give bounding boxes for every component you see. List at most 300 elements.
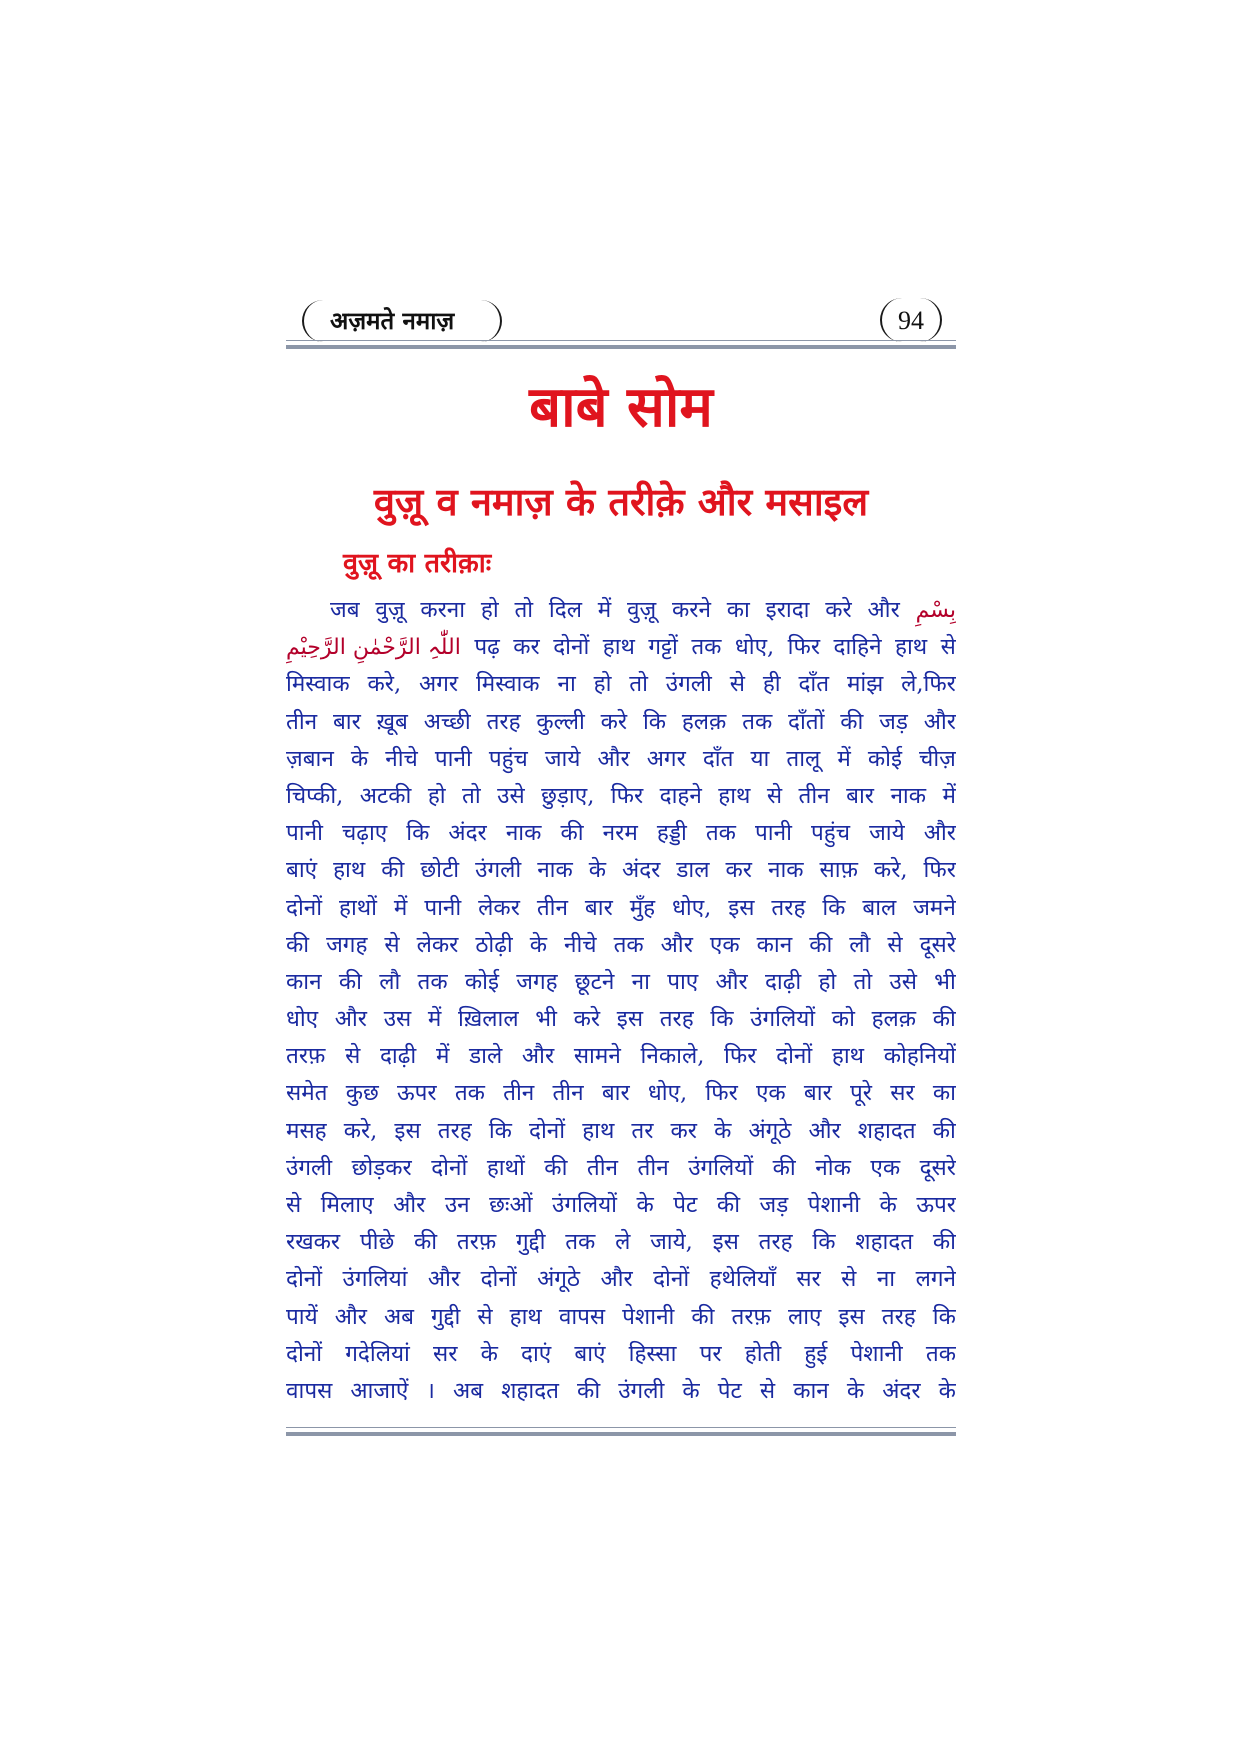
text-word: कि — [710, 1006, 734, 1033]
text-word: एक — [870, 1154, 901, 1181]
text-word: पर — [699, 1340, 722, 1367]
text-word: हाथों — [486, 1154, 525, 1181]
text-word: की — [577, 1377, 601, 1404]
text-word: तीन — [637, 1154, 669, 1181]
text-word: मिलाए — [320, 1192, 374, 1218]
text-word: कि — [488, 1117, 512, 1144]
text-word: धोए, — [734, 634, 775, 661]
text-word: गुद्दी — [516, 1229, 546, 1256]
bismillah-text: اللّٰہِ الرَّحْمٰنِ الرَّحِیْمِ — [286, 635, 461, 661]
text-word: और — [660, 931, 693, 958]
text-word: ऊपर — [916, 1192, 956, 1218]
text-line — [286, 1187, 956, 1224]
text-word: तीन — [503, 1080, 535, 1107]
text-word: ही — [762, 671, 781, 698]
text-line — [286, 1075, 956, 1112]
text-word: हो — [480, 597, 499, 623]
text-word: में — [837, 745, 851, 772]
text-word: जगह — [516, 968, 558, 995]
footer-divider-thick — [286, 1432, 956, 1436]
text-word: से — [759, 1377, 776, 1404]
text-word: अंगूठे — [537, 1266, 581, 1293]
text-word: पहुंच — [811, 820, 851, 847]
text-word: उंगलियों — [750, 1006, 816, 1033]
text-word: करे, — [367, 671, 402, 698]
text-word: हो — [427, 782, 446, 809]
text-word: बाएं — [574, 1340, 606, 1367]
text-word: नरम — [602, 820, 638, 847]
text-word: से — [729, 671, 745, 698]
text-word: दोनों — [286, 894, 323, 921]
text-word: से — [940, 634, 956, 661]
text-word: समेत — [286, 1080, 328, 1107]
text-word: उस — [383, 1006, 412, 1033]
text-word: अंगूठे — [748, 1117, 792, 1144]
text-word: लाए — [787, 1303, 822, 1330]
text-word: दूसरे — [919, 931, 956, 958]
text-word: से — [384, 931, 400, 958]
text-word: और — [867, 597, 900, 623]
text-word: मिस्वाक — [286, 671, 350, 698]
text-word: कोई — [867, 745, 902, 772]
text-word: छोड़कर — [351, 1154, 412, 1181]
text-word: दोनों — [653, 1266, 690, 1293]
text-word: नाक — [505, 820, 542, 847]
text-line — [286, 1113, 956, 1150]
text-word: और — [923, 820, 956, 847]
text-word: फिर — [923, 857, 956, 884]
text-line — [286, 592, 956, 629]
text-word: हथेलियाँ — [709, 1266, 776, 1293]
footer-divider-thin — [286, 1427, 956, 1428]
text-word: उसे — [497, 782, 525, 809]
text-word: तरह — [659, 1006, 694, 1033]
text-word: नाक — [767, 857, 804, 884]
text-word: पाए — [667, 968, 699, 995]
text-word: और — [808, 1117, 841, 1144]
text-word: करे — [573, 1006, 601, 1033]
text-word: हाथों — [339, 894, 377, 921]
text-word: हलक़ — [681, 708, 727, 735]
text-word: पानी — [434, 745, 472, 772]
text-word: की — [691, 1303, 715, 1330]
text-word: हो — [593, 671, 612, 698]
text-word: लेकर — [478, 894, 520, 921]
text-word: जब — [330, 597, 360, 623]
text-word: नाक — [890, 782, 927, 809]
text-word: अगर — [419, 671, 459, 698]
text-word: के — [588, 857, 607, 884]
header-divider-thin — [286, 340, 956, 341]
text-word: रखकर — [286, 1229, 341, 1256]
text-word: तरफ़ — [286, 1043, 326, 1070]
text-word: तक — [705, 820, 736, 847]
text-word: तक — [691, 634, 722, 661]
text-line — [286, 1038, 956, 1075]
text-word: उंगली — [286, 1154, 333, 1181]
text-line — [286, 1224, 956, 1261]
text-word: को — [831, 1006, 855, 1033]
text-word: अब — [453, 1377, 484, 1404]
text-word: वापस — [286, 1377, 333, 1404]
text-word: कि — [812, 1229, 836, 1256]
text-word: मांझ — [846, 671, 884, 698]
text-word: करना — [420, 597, 466, 623]
text-word: धोए, — [647, 1080, 688, 1107]
text-word: उन — [444, 1192, 470, 1218]
text-word: लेकर — [416, 931, 459, 958]
text-word: इस — [712, 1229, 739, 1256]
text-word: छःओं — [489, 1192, 533, 1218]
text-word: तीन — [536, 894, 568, 921]
text-word: पेशानी — [807, 1192, 861, 1218]
text-word: छूटने — [574, 968, 615, 995]
text-word: साफ़ — [819, 857, 858, 884]
text-word: की — [809, 931, 833, 958]
text-word: हुई — [804, 1340, 828, 1367]
text-word: में — [597, 597, 612, 623]
text-word: दोनों — [431, 1154, 468, 1181]
text-word: ले — [615, 1229, 631, 1256]
text-word: करने — [671, 597, 711, 623]
text-word: दाएं — [521, 1340, 552, 1367]
text-word: सर — [432, 1340, 458, 1367]
text-word: ले,फिर — [901, 671, 956, 698]
text-word: नीचे — [563, 931, 597, 958]
text-word: ख़िलाल — [458, 1006, 519, 1033]
text-word: और — [521, 1043, 555, 1070]
text-word: जाये — [869, 820, 905, 847]
text-word: कोई — [464, 968, 500, 995]
text-line — [286, 666, 956, 703]
text-word: कोहनियों — [883, 1043, 956, 1070]
text-word: होती — [744, 1340, 782, 1367]
text-word: उंगली — [475, 857, 522, 884]
text-word: हाथ — [582, 1117, 615, 1144]
text-word: पेट — [673, 1192, 698, 1218]
text-word: करे, — [873, 857, 908, 884]
text-word: डाल — [676, 857, 710, 884]
text-word: ज़बान — [286, 745, 334, 772]
text-word: दोनों — [553, 634, 590, 661]
text-word: ऊपर — [396, 1080, 437, 1107]
text-word: फिर — [705, 1080, 738, 1107]
text-word: पानी — [755, 820, 792, 847]
text-word: से — [286, 1192, 302, 1218]
text-word: अच्छी — [423, 708, 471, 735]
text-word: दाढ़ी — [379, 1043, 417, 1070]
text-word: पायें — [286, 1303, 318, 1330]
text-word: दाँत — [798, 671, 830, 698]
text-word: के — [714, 1117, 732, 1144]
text-word: की — [414, 1229, 438, 1256]
text-word: इस — [728, 894, 755, 921]
text-word: का — [932, 1080, 956, 1107]
text-word: तक — [417, 968, 448, 995]
text-word: फिर — [724, 1043, 757, 1070]
text-word: का — [726, 597, 750, 623]
text-word: अगर — [646, 745, 686, 772]
text-word: लौ — [849, 931, 871, 958]
text-word: । — [426, 1377, 435, 1404]
text-word: कान — [286, 968, 322, 995]
text-word: एक — [709, 931, 740, 958]
text-word: दोनों — [776, 1043, 813, 1070]
text-word: इस — [394, 1117, 421, 1144]
text-word: बार — [803, 1080, 832, 1107]
text-word: तीन — [586, 1154, 619, 1181]
text-word: पानी — [286, 820, 323, 847]
text-word: ख़ूब — [376, 708, 408, 735]
text-word: के — [879, 1192, 897, 1218]
text-word: की — [932, 1006, 956, 1033]
text-word: इरादा — [765, 597, 810, 623]
text-word: निकाले, — [640, 1043, 705, 1070]
text-word: गट्टों — [648, 634, 678, 661]
text-word: इस — [838, 1303, 865, 1330]
text-word: हड्डी — [656, 820, 687, 847]
text-word: और — [715, 968, 748, 995]
text-word: इस — [616, 1006, 644, 1033]
text-word: करे, — [343, 1117, 378, 1144]
text-word: पूरे — [850, 1080, 872, 1107]
text-line — [286, 927, 956, 964]
text-word: करे — [825, 597, 852, 623]
text-word: पेशानी — [622, 1303, 675, 1330]
text-word: धोए — [286, 1006, 319, 1033]
text-word: की — [840, 708, 864, 735]
text-line — [286, 890, 956, 927]
text-line — [286, 704, 956, 741]
text-word: ना — [557, 671, 576, 698]
text-word: एक — [755, 1080, 786, 1107]
text-word: बार — [332, 708, 361, 735]
text-word: मिस्वाक — [475, 671, 540, 698]
text-word: गदेलियां — [345, 1340, 410, 1367]
text-word: तरह — [437, 1117, 472, 1144]
text-word: डाले — [469, 1043, 503, 1070]
text-word: तीन — [552, 1080, 584, 1107]
text-line — [286, 1261, 956, 1298]
text-word: उंगलियों — [688, 1154, 754, 1181]
text-word: सर — [796, 1266, 821, 1293]
text-word: की — [560, 820, 584, 847]
text-word: भी — [934, 968, 956, 995]
text-word: और — [600, 1266, 633, 1293]
text-word: दिल — [548, 597, 582, 623]
text-word: के — [636, 1192, 654, 1218]
text-word: के — [350, 745, 369, 772]
text-word: कि — [406, 820, 430, 847]
text-word: कर — [670, 1117, 698, 1144]
text-word: जाये — [544, 745, 581, 772]
text-word: की — [932, 1117, 956, 1144]
text-line — [286, 629, 956, 666]
text-word: बार — [584, 894, 613, 921]
text-word: की — [716, 1192, 741, 1218]
text-word: दोनों — [286, 1266, 323, 1293]
text-word: अंदर — [622, 857, 661, 884]
text-word: तीन — [798, 782, 830, 809]
page-number: 94 — [898, 306, 924, 335]
text-word: और — [334, 1303, 367, 1330]
text-word: उंगली — [618, 1377, 665, 1404]
text-word: के — [529, 931, 547, 958]
text-word: वुज़ू — [626, 597, 657, 623]
text-word: नीचे — [385, 745, 418, 772]
text-word: लौ — [379, 968, 401, 995]
text-word: पहुंच — [488, 745, 528, 772]
text-word: छुड़ाए, — [541, 782, 595, 809]
text-word: तो — [462, 782, 481, 809]
text-word: लगने — [915, 1266, 956, 1293]
text-word: धोए, — [672, 894, 712, 921]
text-word: हाथ — [333, 857, 366, 884]
text-word: शहादत — [501, 1377, 559, 1404]
text-word: के — [846, 1377, 865, 1404]
text-word: दाहिने — [833, 634, 882, 661]
text-word: छोटी — [420, 857, 460, 884]
text-word: जड़ — [879, 708, 908, 735]
text-line — [286, 1336, 956, 1373]
text-line — [286, 778, 956, 815]
text-word: से — [841, 1266, 857, 1293]
text-word: और — [334, 1006, 368, 1033]
text-word: तालू — [786, 745, 821, 772]
text-word: मसह — [286, 1117, 327, 1144]
text-word: कि — [642, 708, 667, 735]
text-word: तरफ़ — [456, 1229, 497, 1256]
text-word: तीन — [286, 708, 318, 735]
text-word: की — [381, 857, 405, 884]
text-word: अंदर — [448, 820, 487, 847]
text-word: उंगलियां — [342, 1266, 408, 1293]
text-word: तो — [853, 968, 873, 995]
text-line — [286, 1299, 956, 1336]
text-word: दाँत — [702, 745, 734, 772]
text-word: की — [772, 1154, 796, 1181]
text-word: पेशानी — [850, 1340, 903, 1367]
text-word: फिर — [787, 634, 821, 661]
text-word: और — [597, 745, 630, 772]
text-line — [286, 1373, 956, 1410]
text-word: कुल्ली — [536, 708, 585, 735]
book-title: अज़मते नमाज़ — [330, 307, 455, 335]
text-word: गुद्दी — [431, 1303, 461, 1330]
text-word: अब — [383, 1303, 414, 1330]
text-word: और — [427, 1266, 461, 1293]
text-word: तक — [613, 931, 644, 958]
text-word: हाथ — [831, 1043, 865, 1070]
text-word: पीछे — [359, 1229, 395, 1256]
text-word: कि — [822, 894, 846, 921]
text-word: दोनों — [286, 1340, 323, 1367]
text-word: दोनों — [529, 1117, 566, 1144]
text-word: शहादत — [855, 1229, 914, 1256]
text-word: की — [932, 1229, 956, 1256]
text-word: तरह — [758, 1229, 793, 1256]
text-word: बाएं — [286, 857, 318, 884]
text-word: ना — [631, 968, 650, 995]
text-line — [286, 964, 956, 1001]
text-word: अटकी — [359, 782, 412, 809]
text-word: हलक़ — [871, 1006, 917, 1033]
text-word: मुँह — [629, 894, 656, 921]
text-word: बार — [601, 1080, 630, 1107]
text-word: भी — [535, 1006, 557, 1033]
text-line — [286, 1150, 956, 1187]
text-word: तरह — [771, 894, 806, 921]
text-word: कान — [793, 1377, 829, 1404]
text-word: की — [544, 1154, 568, 1181]
text-word: और — [393, 1192, 426, 1218]
text-word: के — [682, 1377, 700, 1404]
text-line — [286, 852, 956, 889]
text-word: में — [435, 1043, 450, 1070]
text-word: से — [345, 1043, 361, 1070]
text-word: और — [923, 708, 956, 735]
text-word: चीज़ — [919, 745, 956, 772]
text-word: तक — [742, 708, 773, 735]
text-word: जगह — [326, 931, 368, 958]
text-word: से — [887, 931, 903, 958]
text-word: फिर — [610, 782, 644, 809]
text-word: पेट — [717, 1377, 742, 1404]
body-paragraph — [286, 592, 956, 1410]
section-title: वुज़ू व नमाज़ के तरीक़े और मसाइल — [373, 480, 869, 524]
text-word: शहादत — [857, 1117, 916, 1144]
chapter-title: बाबे सोम — [529, 375, 713, 440]
text-word: हाथ — [602, 634, 635, 661]
text-word: दाढ़ी — [764, 968, 802, 995]
text-word: पढ़ — [474, 634, 500, 661]
text-line — [286, 741, 956, 778]
text-word: जड़ — [759, 1192, 789, 1218]
text-line — [286, 1001, 956, 1038]
text-word: हाथ — [718, 782, 751, 809]
text-word: के — [938, 1377, 956, 1404]
text-word: के — [480, 1340, 498, 1367]
text-word: हाथ — [895, 634, 928, 661]
header-divider-thick — [286, 345, 956, 349]
text-word: में — [393, 894, 408, 921]
text-word: से — [477, 1303, 493, 1330]
text-word: हाथ — [509, 1303, 542, 1330]
text-word: वापस — [558, 1303, 606, 1330]
text-word: कुछ — [345, 1080, 379, 1107]
text-word: से — [766, 782, 783, 809]
text-word: तक — [565, 1229, 596, 1256]
text-word: हो — [818, 968, 837, 995]
text-word: जाये, — [650, 1229, 693, 1256]
sub-title: वुज़ू का तरीक़ाः — [343, 548, 492, 579]
text-word: नाक — [537, 857, 573, 884]
text-word: हिस्सा — [628, 1340, 677, 1367]
text-word: अंदर — [882, 1377, 921, 1404]
text-word: ना — [876, 1266, 896, 1293]
text-word: की — [286, 931, 310, 958]
text-word: चढ़ाए — [341, 820, 388, 847]
text-word: कान — [756, 931, 793, 958]
text-word: वुज़ू — [375, 597, 405, 623]
text-word: की — [338, 968, 362, 995]
text-word: कर — [513, 634, 540, 661]
text-word: तो — [629, 671, 648, 698]
text-word: दाँतों — [788, 708, 825, 735]
bismillah-text: بِسْمِ — [915, 598, 956, 623]
text-word: कि — [932, 1303, 956, 1330]
text-word: दूसरे — [919, 1154, 956, 1181]
